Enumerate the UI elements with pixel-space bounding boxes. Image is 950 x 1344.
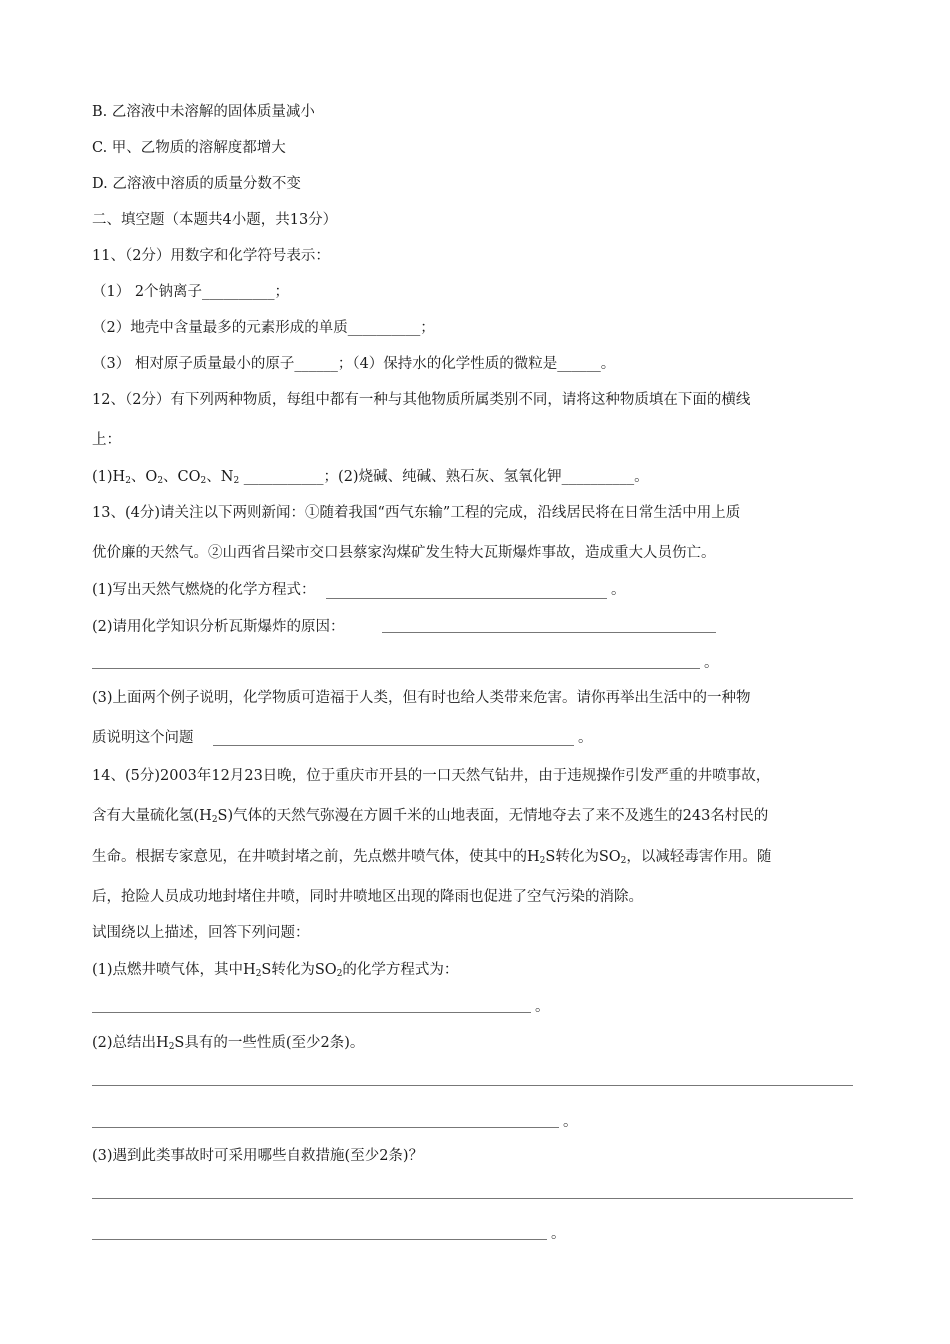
question-13-part-3-line1: (3)上面两个例子说明，化学物质可造福于人类，但有时也给人类带来危害。请你再举出生活中的一种物: [92, 690, 751, 706]
answer-line: [326, 597, 607, 599]
subscript: 2: [125, 476, 131, 486]
question-14-part-2: [92, 1033, 364, 1053]
question-13-line1: 13、(4分)请关注以下两则新闻：①随着我国“西气东输”工程的完成，沿线居民将在日常生活中用上质: [92, 505, 741, 521]
q12-text: 、N: [206, 469, 234, 485]
period: 。: [578, 730, 593, 746]
option-c: C. 甲、乙物质的溶解度都增大: [92, 140, 286, 156]
q14-text: (2)总结出H: [92, 1035, 169, 1051]
subscript: 2: [255, 969, 262, 979]
question-14-intro: 试围绕以上描述，回答下列问题：: [92, 925, 310, 941]
period: 。: [535, 999, 550, 1015]
question-14-line4: 后，抢险人员成功地封堵住井喷，同时井喷地区出现的降雨也促进了空气污染的消除。: [92, 889, 643, 905]
q12-text: (1)H: [92, 469, 126, 485]
option-b: B. 乙溶液中未溶解的固体质量减小: [92, 104, 315, 120]
option-d: D. 乙溶液中溶质的质量分数不变: [92, 176, 301, 192]
period: 。: [563, 1114, 578, 1130]
subscript: 2: [211, 815, 218, 825]
subscript: 2: [157, 476, 164, 486]
answer-line: [92, 1238, 547, 1240]
question-12-answers: [92, 467, 649, 487]
q14-text: 生命。根据专家意见，在井喷封堵之前，先点燃井喷气体，使其中的H: [92, 849, 540, 865]
subscript: 2: [200, 476, 207, 486]
question-14-line2: [92, 806, 768, 826]
answer-line: [213, 744, 574, 746]
answer-line: [92, 1126, 559, 1128]
period: 。: [704, 655, 719, 671]
question-13-part-2: (2)请用化学知识分析瓦斯爆炸的原因：: [92, 619, 345, 635]
question-14-line1: 14、(5分)2003年12月23日晚，位于重庆市开县的一口天然气钻井，由于违规操作引发严重的井喷事故，: [92, 768, 771, 784]
subscript: 2: [336, 969, 343, 979]
q12-text: 、CO: [163, 469, 201, 485]
answer-line: [92, 1011, 531, 1013]
q14-text: ，以减轻毒害作用。随: [626, 849, 772, 865]
q14-text: S转化为SO: [545, 849, 621, 865]
question-12-stem-line1: 12、（2分）有下列两种物质，每组中都有一种与其他物质所属类别不同，请将这种物质填在下面的横线: [92, 392, 751, 408]
period: 。: [551, 1226, 566, 1242]
section-heading: 二、填空题（本题共4小题，共13分）: [92, 212, 338, 228]
q14-text: S)气体的天然气弥漫在方圆千米的山地表面，无情地夺去了来不及逃生的243名村民的: [217, 808, 769, 824]
question-11-stem: 11、（2分）用数字和化学符号表示：: [92, 248, 330, 264]
question-11-part-3-4: （3） 相对原子质量最小的原子______；（4）保持水的化学性质的微粒是______。: [92, 356, 616, 372]
answer-line: [92, 667, 700, 669]
question-11-part-2: （2）地壳中含量最多的元素形成的单质__________；: [92, 320, 435, 336]
question-14-part-3: (3)遇到此类事故时可采用哪些自救措施(至少2条)？: [92, 1148, 424, 1164]
question-12-stem-line2: 上：: [92, 432, 121, 448]
q14-text: 含有大量硫化氢(H: [92, 808, 212, 824]
subscript: 2: [539, 856, 546, 866]
answer-line: [92, 1197, 853, 1199]
answer-line: [382, 631, 716, 633]
question-13-part-3-line2: 质说明这个问题: [92, 730, 194, 746]
subscript: 2: [233, 476, 240, 486]
q12-text: 、O: [130, 469, 158, 485]
q14-text: S转化为SO: [261, 962, 337, 978]
question-11-part-1: （1） 2个钠离子__________；: [92, 284, 290, 300]
question-13-part-1: (1)写出天然气燃烧的化学方程式：: [92, 582, 316, 598]
question-14-line3: [92, 847, 771, 867]
subscript: 2: [620, 856, 627, 866]
answer-line: [92, 1084, 853, 1086]
question-14-part-1: [92, 960, 458, 980]
subscript: 2: [168, 1042, 175, 1052]
q14-text: S具有的一些性质(至少2条)。: [174, 1035, 365, 1051]
q14-text: (1)点燃井喷气体，其中H: [92, 962, 256, 978]
question-13-line2: 优价廉的天然气。②山西省吕梁市交口县蔡家沟煤矿发生特大瓦斯爆炸事故，造成重大人员伤亡。: [92, 545, 716, 561]
q12-text: ___________；(2)烧碱、纯碱、熟石灰、氢氧化钾__________。: [239, 469, 649, 485]
period: 。: [611, 582, 626, 598]
q14-text: 的化学方程式为：: [342, 962, 459, 978]
